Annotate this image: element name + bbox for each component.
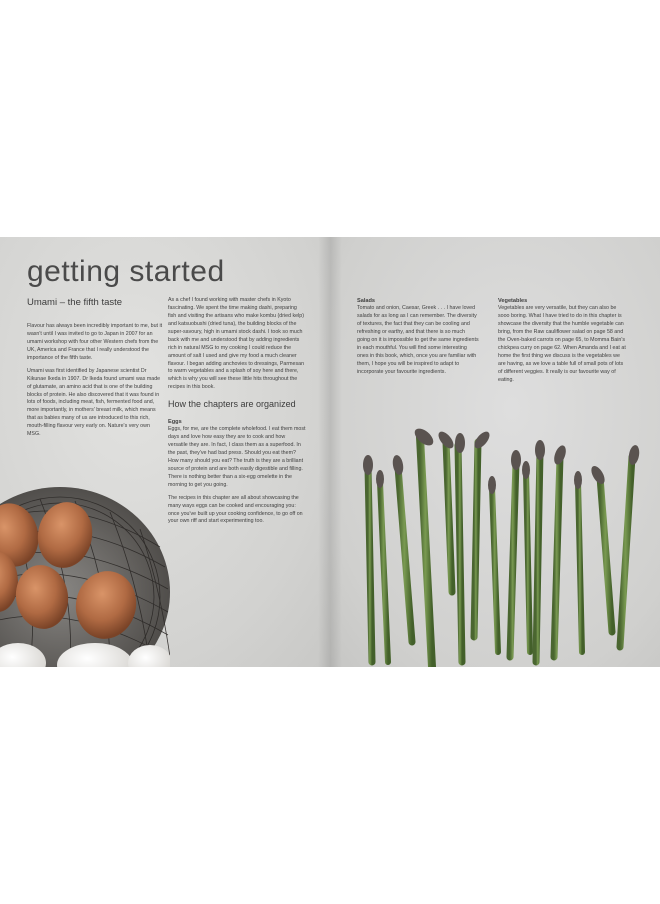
asparagus-spear [510,462,516,657]
asparagus-spear [620,457,632,647]
asparagus-spear [578,482,582,652]
asparagus-spear [368,467,372,662]
asparagus-tip [574,471,582,489]
asparagus-tip [376,470,384,488]
asparagus-spear [492,487,498,652]
asparagus-spear [526,472,530,652]
umami-paragraph-1: Flavour has always been incredibly important to me, but it wasn't until I was invited to go to Japan in 2007 for an umami workshop with four other Western chefs from the UK, America and France that I really understood the importance of the fifth taste. [27,323,163,361]
asparagus-spear [458,445,462,662]
left-column-2 [168,297,306,531]
page-title: getting started [27,255,225,288]
asparagus-tip [363,455,373,475]
salads-paragraph: Tomato and onion, Caesar, Greek . . . I have loved salads for as long as I can remember. The diversity of textures, the fact that they can be cooling and refreshing or earthy, and that there is so much going on it is impossible to get the same ingredients in each mouthful. You will find some interesting ones in this book, which, once you are familiar with them, I hope you will be inspired to adapt to incorporate your favourite ingredients. [357,305,479,375]
eggs-paragraph-2: The recipes in this chapter are all about showcasing the many ways eggs can be cooked and encouraging you: once you've built up your cooking confidence, to go off on your own riff and start experimenting too. [168,494,303,525]
asparagus-spear [554,457,560,657]
eggs-basket-photo [0,467,170,667]
book-gutter [318,237,342,667]
umami-heading: Umami – the fifth taste [27,297,123,308]
asparagus-tip [552,444,568,466]
asparagus-spear [420,437,432,667]
book-spread [0,237,660,667]
asparagus-tip [391,454,404,475]
chapters-heading: How the chapters are organized [168,399,296,410]
asparagus-spear [600,477,612,632]
vegetables-paragraph: Vegetables are very versatile, but they can also be sooo boring. What I have tried to do in this chapter is showcase the diversity that the humble vegetable can bring, from the Raw cauliflower salad on page 58 and the Oven-baked carrots on page 65, to Momma Bain's chickpea curry on page 62. When Amanda and I eat at home the first thing we discuss is the vegetables we are having, as we love a table full of small pots of lots of different veggies. It really is our favourite way of eating. [498,305,626,383]
asparagus-photo [350,427,650,667]
asparagus-tip [535,440,545,460]
left-page [0,237,330,667]
asparagus-spear [398,467,412,642]
vegetables-label: Vegetables [498,298,528,304]
right-column-2 [498,297,626,390]
asparagus-tip [455,433,465,453]
right-column-1 [357,297,479,382]
kyoto-paragraph: As a chef I found working with master chefs in Kyoto fascinating. We spent the time making dashi, preparing fish and visiting the artisans who make kombu (dried kelp) and katsuobushi (dried tuna), the building blocks of the super-savoury, high in umami stock dashi. I took so much back with me and understood that by adding ingredients rich in natural MSG to my cooking I could reduce the amount of salt I used and give my food a much cleaner flavour. I began adding anchovies to dressings, Parmesan to warm vegetables and a splash of soy here and there, which is why you will see these little hits throughout the recipes in this book. [168,297,305,391]
asparagus-spear [536,452,540,662]
umami-paragraph-2: Umami was first identified by Japanese scientist Dr Kikunae Ikeda in 1907. Dr Ikeda found umami was made of glutamate, an amino acid that is one of the building blocks of protein. He also discovered that it was found in lots of foods, including meat, fish, fermented food and, more importantly, in mothers' breast milk, which means that as babies many of us are introduced to this rich, mouth-filling flavour very early on. Nature's very own MSG. [27,367,161,438]
asparagus-spear [474,442,478,637]
eggs-paragraph-1: Eggs, for me, are the complete wholefood. I eat them most days and love how easy they are to cook and how versatile they are. In fact, I class them as a superfood. In the past, they've had bad press. Should you eat them? How many should you eat? The truth is they are a brilliant source of protein and are both easily digestible and filling. There is nothing better than a six-egg omelette in the morning to get you going. [168,426,306,488]
asparagus-spear [446,442,452,592]
asparagus-spear [380,482,388,662]
left-column-1 [27,323,163,444]
asparagus-tip [522,461,530,479]
asparagus-tip [488,476,496,494]
eggs-label: Eggs [168,418,182,425]
asparagus-tip [511,450,521,470]
salads-label: Salads [357,298,376,304]
